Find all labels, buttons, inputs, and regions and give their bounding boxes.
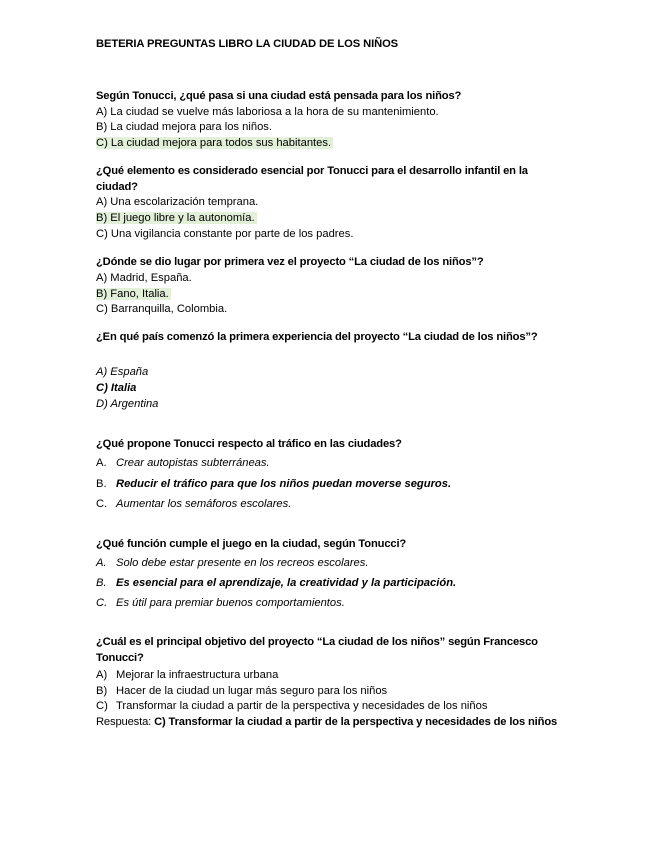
q6-option-c-text: Es útil para premiar buenos comportamientos. (116, 597, 345, 609)
q4-option-b: C) Italia (96, 382, 137, 394)
q4-option-a: A) España (96, 366, 149, 378)
q6-option-c (96, 596, 345, 611)
q7-option-a-text: Mejorar la infraestructura urbana (116, 669, 279, 681)
document-title: BETERIA PREGUNTAS LIBRO LA CIUDAD DE LOS NIÑOS (96, 38, 399, 50)
q6-option-b (96, 576, 456, 591)
q3-option-a: A) Madrid, España. (96, 272, 192, 284)
question-4: ¿En qué país comenzó la primera experiencia del proyecto “La ciudad de los niños”? (96, 331, 538, 343)
q7-answer-label: Respuesta: (96, 716, 152, 728)
question-7: ¿Cuál es el principal objetivo del proyecto “La ciudad de los niños” según Francesco Tonucci? (96, 636, 538, 664)
q7-option-a-letter: A) (96, 669, 108, 681)
q7-option-c (96, 699, 487, 714)
q5-option-a-letter: A. (96, 457, 107, 469)
q7-option-a (96, 668, 278, 683)
question-2: ¿Qué elemento es considerado esencial por Tonucci para el desarrollo infantil en la ciudad? (96, 165, 528, 193)
q5-option-a (96, 456, 270, 471)
q7-option-b-letter: B) (96, 685, 108, 697)
q7-option-b (96, 684, 387, 699)
q5-option-c (96, 497, 291, 512)
q4-option-c: D) Argentina (96, 398, 159, 410)
q6-option-a-text: Solo debe estar presente en los recreos escolares. (116, 557, 369, 569)
q5-option-a-text: Crear autopistas subterráneas. (116, 457, 270, 469)
question-1: Según Tonucci, ¿qué pasa si una ciudad está pensada para los niños? (96, 90, 462, 102)
question-5: ¿Qué propone Tonucci respecto al tráfico en las ciudades? (96, 438, 402, 450)
q5-option-c-letter: C. (96, 498, 108, 510)
question-3: ¿Dónde se dio lugar por primera vez el proyecto “La ciudad de los niños”? (96, 256, 484, 268)
q7-option-c-letter: C) (96, 700, 108, 712)
q6-option-b-letter: B. (96, 577, 107, 589)
q6-option-a-letter: A. (96, 557, 107, 569)
q5-option-b-letter: B. (96, 478, 107, 490)
q5-option-b-text: Reducir el tráfico para que los niños puedan moverse seguros. (116, 478, 452, 490)
q7-option-b-text: Hacer de la ciudad un lugar más seguro para los niños (116, 685, 388, 697)
q3-option-b: B) Fano, Italia. (96, 288, 169, 300)
q2-option-c: C) Una vigilancia constante por parte de los padres. (96, 228, 354, 240)
q6-option-a (96, 556, 368, 571)
q2-option-b: B) El juego libre y la autonomía. (96, 212, 255, 224)
q7-answer (96, 714, 558, 730)
q5-option-c-text: Aumentar los semáforos escolares. (116, 498, 292, 510)
q7-option-c-text: Transformar la ciudad a partir de la perspectiva y necesidades de los niños (116, 700, 488, 712)
q6-option-c-letter: C. (96, 597, 108, 609)
q6-option-b-text: Es esencial para el aprendizaje, la creatividad y la participación. (116, 577, 457, 589)
q2-option-a: A) Una escolarización temprana. (96, 196, 259, 208)
question-6: ¿Qué función cumple el juego en la ciudad, según Tonucci? (96, 538, 407, 550)
q1-option-a: A) La ciudad se vuelve más laboriosa a la hora de su mantenimiento. (96, 106, 439, 118)
q1-option-c: C) La ciudad mejora para todos sus habitantes. (96, 137, 332, 149)
q5-option-b (96, 477, 451, 492)
q7-answer-text: C) Transformar la ciudad a partir de la perspectiva y necesidades de los niños (154, 716, 558, 728)
q1-option-b: B) La ciudad mejora para los niños. (96, 121, 272, 133)
q3-option-c: C) Barranquilla, Colombia. (96, 303, 228, 315)
